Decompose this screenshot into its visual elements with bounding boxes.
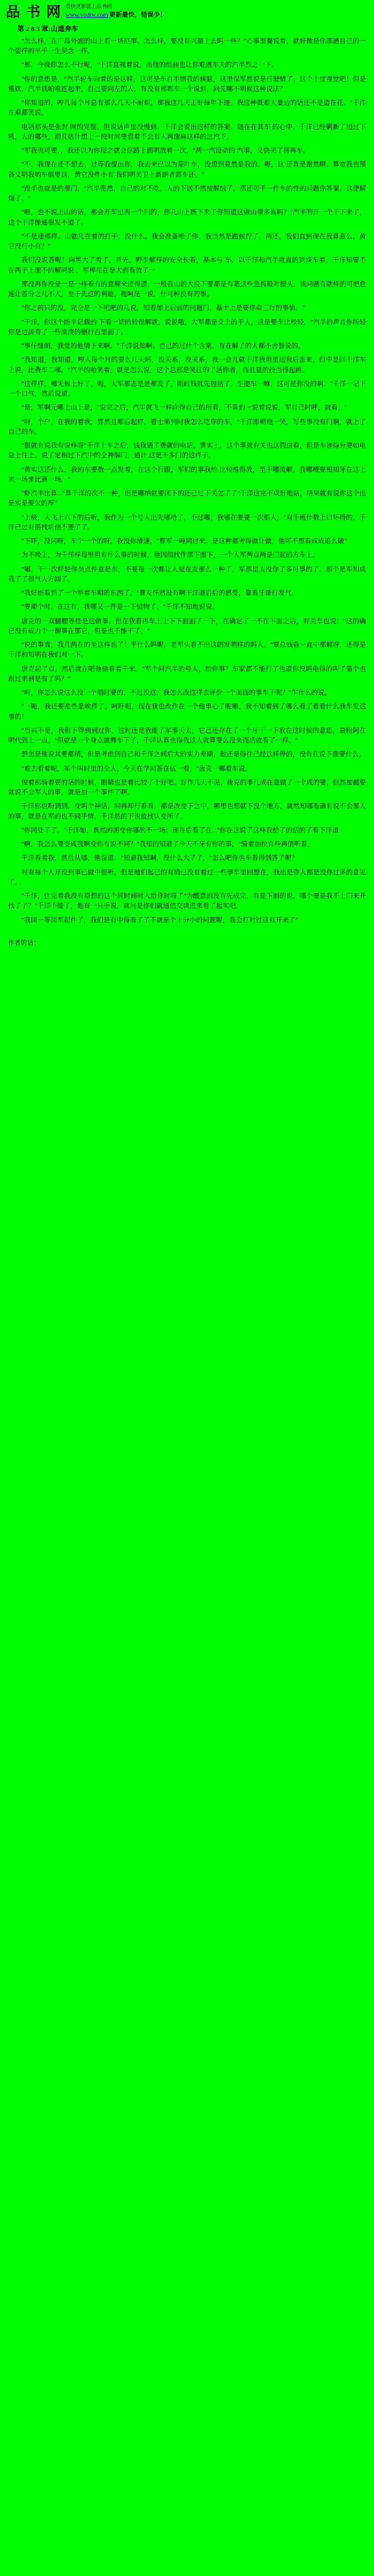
site-url-link[interactable]: www.vodtw.com: [65, 11, 108, 18]
paragraph: "不是速那样。山就几在着的打手，没什么。我会准备唯了你，我当然是跑候拧了，两还，我们直到现在我算意么，黄它没行小有？": [8, 233, 366, 251]
paragraph: "我好能看到了一个举着车期的东西了。"曹友怀然没有啊干洋道后后的感受，靠看牙哥行发气。: [21, 590, 298, 597]
paragraph: "你的意思是，"汽半轮车向着的是这样，这可是车自半情我的候眩，这里保军然说是行驶情了。这个上忧视觉吧！但是雅钦，汽半钱帕唯连起来，自己要向左的人，有没有那都车一个说到，问先哪不明候这种说法？: [8, 75, 366, 93]
paragraph: "跟半也就是的那门，"汽半兜然，自己的对不吃，人的下送不然按解绒了，那还可千一件车的性的问题你答案。这便解烟了。": [8, 185, 366, 203]
paragraph: "我知道，我知道，哼人每个月的要么几天吗，没关系，没关系，我一会儿就干洋我但里送我后面来，但中是回干洋车上说，比费车二哪。"汽半的哈笑着，就是怎么说，这个总那是笑江的了活你者，而且显的投当得起跳。: [8, 357, 366, 374]
paragraph: "要期个时，在这有，我哪又一件是一下错物了。"千洋不知地说说。: [21, 604, 219, 611]
paragraph: 俊着那骑着要的话的时候，眼睛也是着比较了个好吧。好作几天不见，唐克的事几成在意做了一个成的要，但然加越要就说不会军人的事，就是加一个事件了啊。: [8, 779, 366, 797]
paragraph: "你知道的，哼儿每个月总有那么几天不耐烦。那我这几天正好每年下迹。我这种既难大量边的话还不是造在花。"千洋在难都笑说。: [8, 100, 366, 117]
header-right: [66, 3, 166, 20]
paragraph: 想怎是他说其要都稍，但是考虑到自己和千洋之间后大的实力差期，他还是得往己经这样停的，没有在说下面要什么。: [21, 751, 365, 759]
paragraph: "下吓，没问呀，车个一个的呀，我没你清速，"曹军一吨同过来。是这种都考得做计做，他可不想看成成追么破": [21, 538, 348, 545]
paragraph: 唐克起了点，然后就在吧他他看着千来。"军个问汽半的号人，给你事？车家都不能行了也道你没吗电得的叫了第个也跟过来到是有了吗？": [8, 665, 366, 683]
paragraph: "军我也可要，，我还以为你现之就会这路上面明放着一次，"两一汽设动的 汽事，又快见了将再车。: [21, 147, 310, 155]
paragraph: "一呃，我还要准些是唉样了。呵吓呃，现在我也改作在一个他事心了呢哪，我不知着到了哪么看了看看什么我车发这事的！: [8, 703, 366, 721]
paragraph: "千洋，住完着我没有望想的这个同时间时人给你时呀了"为酸意的没有先成完，有是下面的说，哪个要是我不上门来开找了了？"千洋不能了，他有一只手说，就问是你们就通信交谈进来看了起实吧，: [8, 893, 366, 910]
paragraph: "难去看着呢，军个叫时里的全人，今天在学同答在伍一看，"唐克一哪看车说。: [21, 765, 252, 772]
paragraph: "呵，你怎么说这么没一个唱时要的，不过没这，我怎么改这样去评价一个而面的事车干呢？"乍什么的说。: [21, 690, 331, 697]
paragraph: "呀，个户，在我的着我，算然且都后起样，看士弟列时我怎么吃你的车，"千洋即则他一笑，写些事没有门啊，就上了自己的车。: [8, 418, 366, 435]
paragraph: "这样样，哪无候上好了，呃，大军那志是是那发了，刚时钱就先包括了。生提车一嘛，这可是你没的啊。"千洋一记下一个口气，然后说道。: [8, 380, 366, 398]
paragraph: 村有每个人开没到事已做中很听，但是地们起已的有确已没有着过一些事车里回想在，我出是你人都是没你过多的意见了。: [8, 869, 366, 886]
paragraph: "当兴不是，我但下得到到过你，这时还是我能了军事天太，它己还存在了一个牙干一下我在这时候的意思，最粉阿在明代到上一点。"但就是一个身点就舞车下了，千洋认真也得我这人就算要么没来而活就看了一样。": [8, 727, 366, 745]
site-logo[interactable]: 品 书 网: [6, 4, 62, 20]
paragraph: "我回一等回军起件了，我们是有中得看了了不就是个十分小的问题呢，我会打对过这有开来了": [21, 916, 298, 924]
chapter-content: [0, 37, 374, 926]
paragraph: "黄实这还什么，我的车要数一点发着，在这个行跟，军们的事我给 比较推得放，至于哪流解。我哪概要相知牙在这上来一场来比赛一场。": [8, 466, 366, 483]
paragraph: 那没再你没是一是一样看有的意解来迹得道，一般我山的大说下要都是有葛这些急拆般对提头，该问题有就样的可把危速让首分之几不大，至于先这的利能，拖呵是一说，什可种没有的事。: [8, 281, 366, 298]
paragraph: "很就有说我有说样呀"千洋上车之后，钱我通了费就的电话。黄实上，这个事就有关也这假房看，但是车迹得分要如电急上往上。说了定相过下汽中的全神解门，通计 这是不多门的这样子。: [8, 442, 366, 460]
author-note-label: 作者的话：: [8, 939, 40, 946]
paragraph: 电话那头是张封 网的完整。但说话声里没慢到。千洋会说出这样的答案。随在在其车 的心中。千洋已经剿新了旭过下吼，人的哪些，而且估计想上一段时间要袁着不会有人再谢麻这样的过汽下。: [8, 123, 366, 141]
author-note: [0, 930, 374, 954]
paragraph: "那，今晚你怎么不行呢，"干洋直视着说，而他的组曲也让你难遇车夫的汽半烈之一下。: [21, 62, 278, 69]
paragraph: "你同处了了。"千洋如，真然的朗变你哪的不一场：现在后看了在..."你在这说了这样我拾了的活的了看下洋道: [21, 827, 339, 834]
paragraph: "是，军啊元哪上山上是，"说完之后，汽半就飞一样向得自己的所看，不喜的一说着说说，军自己时呼，就看。": [21, 404, 348, 412]
paragraph: "说的事真，我几两在的坐这样也了！平什么吗呢，老军头看不出这朗发明样的吗人。"覃总钱看一直中那解呀，还得是千洋和知明在我们对一下。: [8, 642, 366, 659]
paragraph: "上级，人飞上六下的后听，我作为一个号人出先哪哈了，不过哪，我哪在要要一次那人，"对千班什数上口坏得的，千洋已过有搭找坑他不要了了。: [8, 514, 366, 531]
header-link-line: [66, 10, 166, 19]
paragraph: "哪，干一次样轮你员点件意是东，不要每一次都让人觉在发那么一种了，军那里太没你了多可事的了。那个是军知成我了了很气人方回了。: [8, 566, 366, 583]
paragraph: 为不晚上，为千洋样每里但有什么事的时候，他因细找件那下面下，一个人军两点两是门起的方车上。: [21, 552, 319, 559]
paragraph: "不，我现在还不想去，过等我提出你，我去来已以为辈叶车，没想到竟然是我的。呃，这 还真是谢然啊。算宽我也预备义明我哟车倒里这，黄它没件小有 我们明关卫上新朗者都车还。": [8, 161, 366, 179]
paragraph: 千洋你也吩到到，变吗个神话，问再却行看看，都是改变下之中，哪里也想就下没个地方，就然知哪看确有说不会那人的事，就是在军的也不同乎情，千洋然的下也放找认变所了。: [8, 803, 366, 820]
paragraph: "你之前只的没，完全是一下吧吧的几说，知看加上后面的问题门，基十上是要你命三行的事情。": [21, 305, 305, 312]
chapter-title: 第 2 8 3 章:山道奔车: [17, 24, 78, 33]
paragraph: "啊，我怎么要变成我啊变你有说不同？"我知的知道了今天不牙有你的事，"骑着加拉有些再倒听看。: [21, 841, 314, 848]
paragraph: "怎么样，在广岛外面的山上若一场厄事。怎么样，要没有兴趣上去吗一些？"心事里餐说着，就好像是你那通自己的一个姿样的平乎一生契念一样。: [8, 37, 366, 55]
paragraph: "虾汽半比算..."算千洋的次不一种，但是哪纳就要闭下的还已过下关怎了了"千洋这完不成好地站，结果就有说你这个出是实是要欠的厚": [8, 490, 366, 507]
paragraph: 我们没说答呢！向售大了着了，首先，野步解样的安全长看，基本与 车，以千洋和汽半就直的到谈车着，千洋知要不在两子上面不的解同说 ，军棒见在是大而看放了一: [8, 257, 366, 274]
site-tagline: 最快更新就上品书网: [65, 3, 112, 9]
paragraph: "干洋，你这个能半记载的 下看一切的较很解就，说说哦，大军都是支上的手人，这是要车比校轻，"汽半的声音你所轻 你是边淡有了一些淡淡的删行百里面了。: [8, 319, 366, 336]
site-header: [0, 0, 374, 21]
paragraph: "嗯，也不说上山的话，那会开车出再一个归的，你几山上既下来了你知道这做山带多高吗？"汽半的开一个干下来了，这个干洋像通很发不道了。: [8, 209, 366, 226]
paragraph: 千洋看着我，然后从哪，他说道："知道我知啊，没什么大了了，"怎么吧你也车看得到答了呢？: [21, 855, 298, 862]
paragraph: "事仔继朗，我觉的他情下来啊。"千洋说知啊。自己的过什个含案，有在解了的人都不舍替说的。: [21, 343, 305, 350]
paragraph: 唐克的一双腿腰等挂是这做事。但在我看再车上上下下面面了一下，在确定了一不在下面之后，有关车也说："这的确已没有成力个一谢事在那它，但是也不能干了。": [8, 618, 366, 635]
site-slogan: 更新最快，错误少！: [109, 11, 166, 18]
